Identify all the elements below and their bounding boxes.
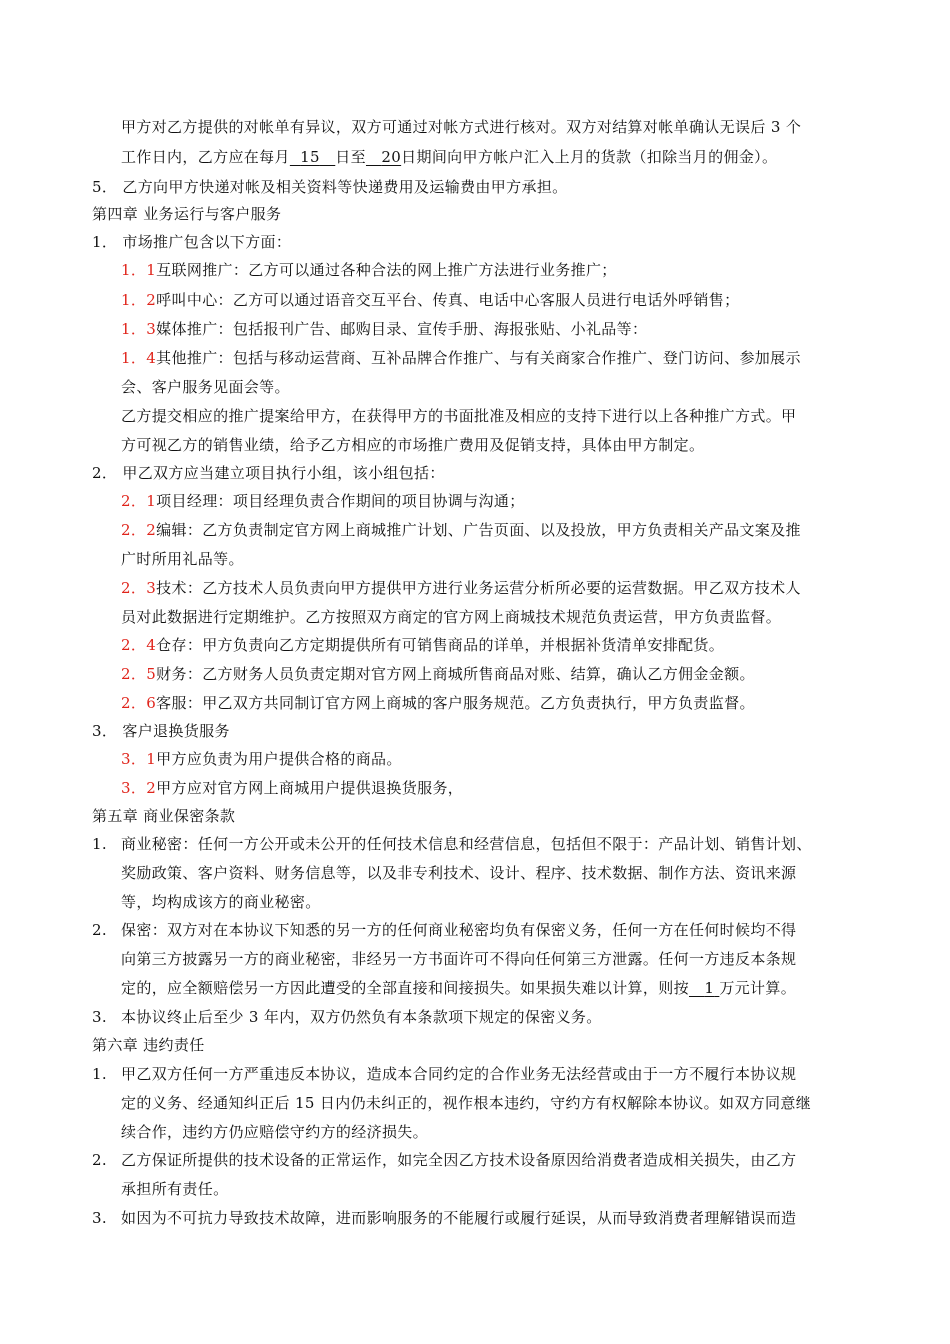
penalty-amount-blank: 1 <box>704 979 715 997</box>
ch4-sub-1-3: 1．3媒体推广：包括报刊广告、邮购目录、宣传手册、海报张贴、小礼品等： <box>121 320 648 338</box>
reconcile-paragraph-line-2: 工作日内，乙方应在每月 15 日至 20日期间向甲方帐户汇入上月的货款（扣除当月的佣金）。 <box>121 148 778 166</box>
ch4-item-2: 2． 甲乙双方应当建立项目执行小组，该小组包括： <box>92 464 445 482</box>
ch6-item-2-number: 2. <box>92 1151 108 1169</box>
ch5-item-2-number: 2. <box>92 921 108 939</box>
ch4-sub-2-5: 2．5财务：乙方财务人员负责定期对官方网上商城所售商品对账、结算，确认乙方佣金金额。 <box>121 665 755 683</box>
ch5-item-3-number: 3. <box>92 1008 108 1026</box>
ch4-sub-1-4-line-2: 会、客户服务见面会等。 <box>121 378 290 396</box>
sub-number: 2．2 <box>121 521 157 539</box>
ch4-sub-2-3-line-1: 2．3技术：乙方技术人员负责向甲方提供甲方进行业务运营分析所必要的运营数据。甲乙双方技术人 <box>121 579 801 597</box>
chapter-5-heading: 第五章 商业保密条款 <box>92 807 236 825</box>
sub-number: 2．4 <box>121 636 157 654</box>
ch6-item-1-number: 1. <box>92 1065 108 1083</box>
ch4-sub-1-4-line-1: 1．4其他推广：包括与移动运营商、互补品牌合作推广、与有关商家合作推广、登门访问、参加展示 <box>121 349 801 367</box>
ch4-sub-2-3-line-2: 员对此数据进行定期维护。乙方按照双方商定的官方网上商城技术规范负责运营，甲方负责监督。 <box>121 608 782 626</box>
sub-number: 2．5 <box>121 665 157 683</box>
ch6-item-3-number: 3. <box>92 1209 108 1227</box>
ch4-sub-2-2-line-1: 2．2编辑：乙方负责制定官方网上商城推广计划、广告页面、以及投放，甲方负责相关产品文案及推 <box>121 521 801 539</box>
reconcile-paragraph-line-1: 甲方对乙方提供的对帐单有异议，双方可通过对帐方式进行核对。双方对结算对帐单确认无误后 3 个 <box>121 118 802 136</box>
sub-number: 2．1 <box>121 492 157 510</box>
clause-5-shipping: 5． 乙方向甲方快递对帐及相关资料等快递费用及运输费由甲方承担。 <box>92 178 568 196</box>
day-from-blank: 15 <box>300 148 320 166</box>
day-to-blank: 20 <box>381 148 402 166</box>
chapter-4-heading: 第四章 业务运行与客户服务 <box>92 205 282 223</box>
ch6-item-1-line-2: 定的义务、经通知纠正后 15 日内仍未纠正的，视作根本违约，守约方有权解除本协议。如双方同意继 <box>121 1094 812 1112</box>
ch5-item-2-line-3: 定的，应全额赔偿另一方因此遭受的全部直接和间接损失。如果损失难以计算，则按 1 万元计算。 <box>121 979 797 997</box>
ch4-sub-1-1: 1．1互联网推广：乙方可以通过各种合法的网上推广方法进行业务推广； <box>121 261 617 279</box>
chapter-6-heading: 第六章 违约责任 <box>92 1036 205 1054</box>
sub-number: 3．2 <box>121 779 157 797</box>
ch4-item-1: 1． 市场推广包含以下方面： <box>92 233 292 251</box>
ch5-item-1-line-3: 等，均构成该方的商业秘密。 <box>121 893 321 911</box>
ch6-item-3-line-1: 如因为不可抗力导致技术故障，进而影响服务的不能履行或履行延误，从而导致消费者理解错误而造 <box>121 1209 797 1227</box>
ch5-item-3: 本协议终止后至少 3 年内，双方仍然负有本条款项下规定的保密义务。 <box>121 1008 602 1026</box>
ch5-item-2-line-1: 保密：双方对在本协议下知悉的另一方的任何商业秘密均负有保密义务，任何一方在任何时候均不得 <box>121 921 797 939</box>
sub-number: 1．4 <box>121 349 157 367</box>
ch6-item-1-line-1: 甲乙双方任何一方严重违反本协议，造成本合同约定的合作业务无法经营或由于一方不履行本协议规 <box>121 1065 797 1083</box>
ch4-promotion-paragraph-line-1: 乙方提交相应的推广提案给甲方，在获得甲方的书面批准及相应的支持下进行以上各种推广方式。甲 <box>121 407 797 425</box>
sub-number: 3．1 <box>121 750 157 768</box>
ch4-sub-2-2-line-2: 广时所用礼品等。 <box>121 550 244 568</box>
ch4-sub-2-6: 2．6客服：甲乙双方共同制订官方网上商城的客户服务规范。乙方负责执行，甲方负责监督。 <box>121 694 755 712</box>
sub-number: 2．3 <box>121 579 157 597</box>
ch5-item-2-line-2: 向第三方披露另一方的商业秘密，非经另一方书面许可不得向任何第三方泄露。任何一方违反本条规 <box>121 950 797 968</box>
ch6-item-2-line-2: 承担所有责任。 <box>121 1180 229 1198</box>
ch4-sub-1-2: 1．2呼叫中心：乙方可以通过语音交互平台、传真、电话中心客服人员进行电话外呼销售； <box>121 291 740 309</box>
sub-number: 1．1 <box>121 261 157 279</box>
ch5-item-1-line-2: 奖励政策、客户资料、财务信息等，以及非专利技术、设计、程序、技术数据、制作方法、资讯来源 <box>121 864 797 882</box>
ch4-item-3: 3． 客户退换货服务 <box>92 722 230 740</box>
sub-number: 1．3 <box>121 320 157 338</box>
ch4-sub-2-4: 2．4仓存：甲方负责向乙方定期提供所有可销售商品的详单，并根据补货清单安排配货。 <box>121 636 725 654</box>
ch4-sub-3-2: 3．2甲方应对官方网上商城用户提供退换货服务， <box>121 779 464 797</box>
sub-number: 1．2 <box>121 291 157 309</box>
sub-number: 2．6 <box>121 694 157 712</box>
ch6-item-1-line-3: 续合作，违约方仍应赔偿守约方的经济损失。 <box>121 1123 429 1141</box>
ch5-item-1-number: 1. <box>92 835 108 853</box>
ch4-sub-3-1: 3．1甲方应负责为用户提供合格的商品。 <box>121 750 402 768</box>
ch4-sub-2-1: 2．1项目经理：项目经理负责合作期间的项目协调与沟通； <box>121 492 525 510</box>
ch6-item-2-line-1: 乙方保证所提供的技术设备的正常运作，如完全因乙方技术设备原因给消费者造成相关损失，由乙方 <box>121 1151 797 1169</box>
ch5-item-1-line-1: 商业秘密：任何一方公开或未公开的任何技术信息和经营信息，包括但不限于：产品计划、销售计划、 <box>121 835 812 853</box>
ch4-promotion-paragraph-line-2: 方可视乙方的销售业绩，给予乙方相应的市场推广费用及促销支持，具体由甲方制定。 <box>121 436 705 454</box>
